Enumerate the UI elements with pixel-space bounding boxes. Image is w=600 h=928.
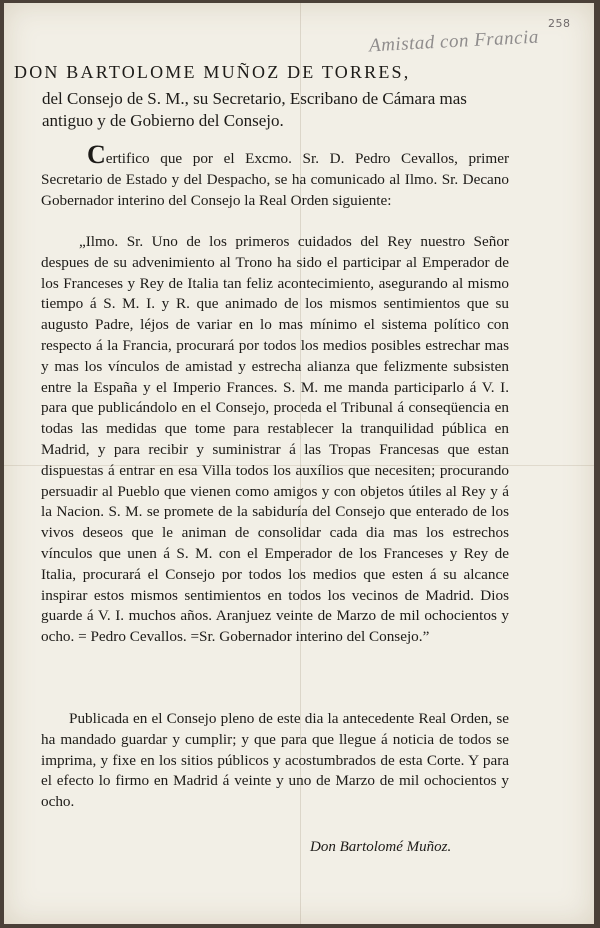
folio-number: 258 [548,17,571,30]
pencil-annotation: Amistad con Francia [368,26,540,57]
document-heading: DON BARTOLOME MUÑOZ DE TORRES, [14,62,411,82]
royal-order-paragraph: „Ilmo. Sr. Uno de los primeros cuidados del Rey nuestro Señor despues de su advenimiento al Trono ha sido el participar al Emperador de los Franceses y Rey de Italia tan feliz acontecimiento, asegurando al mismo tiempo á S. M. I. y R. que animado de los mismos sentimientos que su augusto Padre, léjos de variar en lo mas mínimo el sistema político con respecto á la Francia, procurará por todos los medios posibles estrechar mas y mas los vínculos de amistad y estrecha alianza que felizmente subsisten entre la España y el Imperio Frances. S. M. me manda participarlo á V. I. para que publicándolo en el Consejo, proceda el Tribunal á conseqüencia en todas las medidas que tome para restablecer la tranquilidad pública en Madrid, y para recibir y suministrar á las Tropas Francesas que estan dispuestas á entrar en esa Villa todos los auxílios que necesiten; procurando persuadir al Pueblo que vienen como amigos y con objetos útiles al Rey y á la Nacion. S. M. se promete de la sabiduría del Consejo que enterado de los vivos deseos que le animan de consolidar cada dia mas los estrechos vínculos que unen á S. M. con el Emperador de los Franceses y Rey de Italia, procurará el Consejo por todos los medios que esten á su alcance inspirar estos mismos sentimientos en todos los vecinos de Madrid. Dios guarde á V. I. muchos años. Aranjuez veinte de Marzo de mil ochocientos y ocho. = Pedro Cevallos. =Sr. Gobernador interino del Consejo.” [41,233,509,646]
intro-paragraph [41,140,509,211]
document-subheading: del Consejo de S. M., su Secretario, Escribano de Cámara mas antiguo y de Gobierno del Consejo. [42,89,467,130]
document-page [4,3,594,924]
signature: Don Bartolomé Muñoz. [310,839,452,855]
intro-text: ertifico que por el Excmo. Sr. D. Pedro Cevallos, primer Secretario de Estado y del Despacho, se ha comunicado al Ilmo. Sr. Decano Gobernador interino del Consejo la Real Orden siguiente: [41,150,509,209]
drop-cap: C [87,140,106,169]
closing-paragraph: Publicada en el Consejo pleno de este dia la antecedente Real Orden, se ha mandado guardar y cumplir; y que para que llegue á noticia de todos se imprima, y fixe en los sitios públicos y acostumbrados de esta Corte. Y para el efecto lo firmo en Madrid á veinte y uno de Marzo de mil ochocientos y ocho. [41,710,509,811]
